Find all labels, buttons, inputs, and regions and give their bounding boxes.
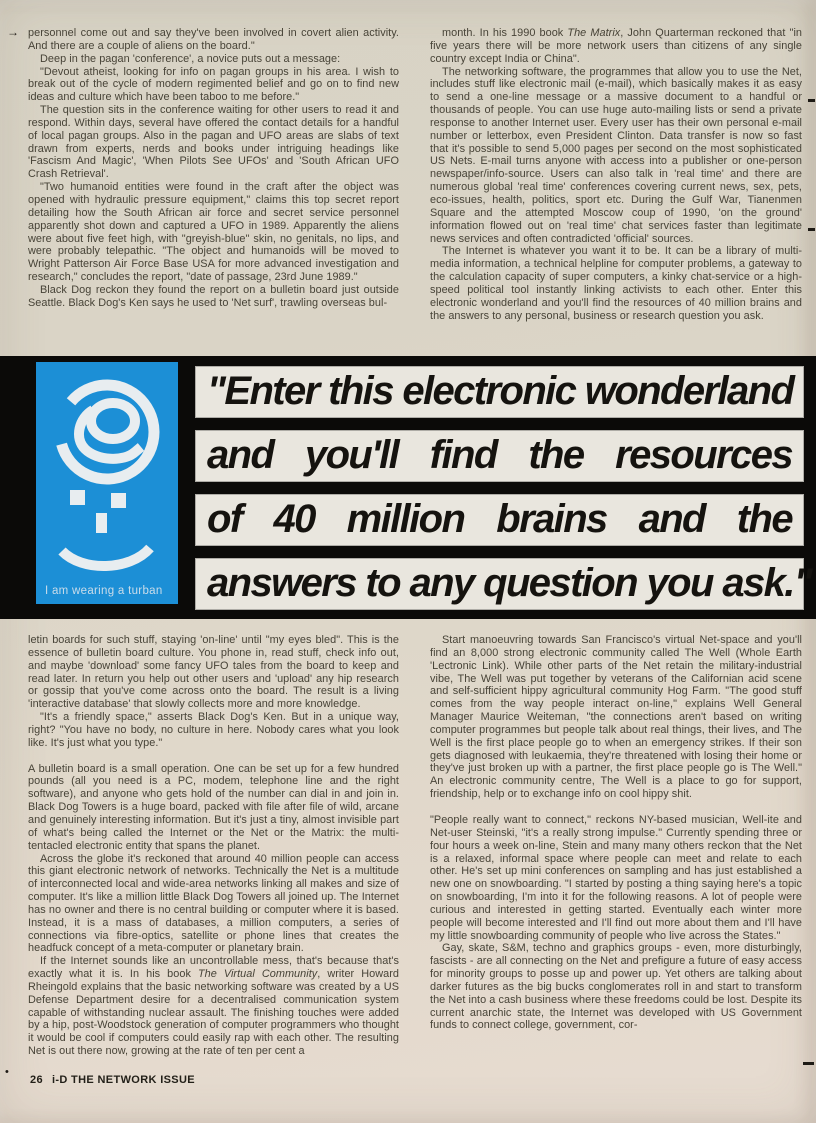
pull-quote-line: "Enter this electronic wonderland [207,369,794,413]
body-paragraph: Deep in the pagan 'conference', a novice puts out a message: [40,52,341,65]
top-right-column [430,27,802,322]
body-paragraph: letin boards for such stuff, staying 'on-line' until "my eyes bled". This is the essence of bulletin board culture. You phone in, read stuff, check info out, and maybe 'download' some fancy UFO tales from the board to keep and read later. In return you help out other users and 'upload' any hip research or gossip that you've come across onto the board. The result is a living 'interactive database' that slowly collects more and more knowledge. [28,634,399,711]
paragraph-text: , writer Howard Rheingold explains that the basic networking software was created by a US Defense Department desire for a decentralised communication system capable of withstanding nuclear assault. The finishing touches were added by a hip, post-Woodstock generation of computer programmers who thought it would be cool if computers could easily rap with each other. The resulting Net is out there now, growing at the rate of ten per cent a [28,968,400,1058]
graphic-caption: I am wearing a turban [45,585,163,597]
print-mark [808,228,815,231]
turban-face-graphic [36,362,178,604]
body-paragraph [28,955,399,1058]
pull-quote-line: and you'll find the resources [207,433,792,477]
print-mark [803,1062,814,1065]
pull-quote-strip [195,494,804,546]
pull-quote-strip [195,366,804,418]
continuation-arrow-icon: → [7,25,20,39]
pull-quote-strip [195,558,812,610]
body-paragraph [430,27,802,66]
body-paragraph: Black Dog reckon they found the report on a bulletin board just outside Seattle. Black Dog's Ken says he used to 'Net surf', trawling overseas bul- [28,283,399,309]
magazine-title: i-D THE NETWORK ISSUE [51,1074,195,1086]
paragraph-text: If the Internet sounds like an uncontrollable mess, that's because that's exactly what it is. In his book [28,955,399,981]
body-paragraph: "Two humanoid entities were found in the craft after the object was opened with hydraulic pressure equipment," claims this top secret report detailing how the South African air force and secret service personnel apparently shot down and captured a UFO in 1989. Apparently the aliens were about five feet high, with "greyish-blue" skin, no genitals, no lips, and were probably telepathic. "The object and humanoids will be moved to Wright Patterson Air Force Base USA for more advanced investigation and research," concludes the report, "date of passage, 23rd June 1989." [28,181,399,284]
pull-quote-strip [195,430,804,482]
body-paragraph: The networking software, the programmes that allow you to use the Net, includes stuff like electronic mail (e-mail), which basically makes it as easy to send a one-line message or a massive document to a handful or thousands of people. You can use huge auto-mailing lists or send a private response to another Internet user. Every user has their own personal e-mail number or letterbox, even President Clinton. Data transfer is now so fast that it's possible to send 5,000 pages per second on the most sophisticated US Nets. E-mail turns anyone with access into a publisher or one-person newspaper/info-source. Users can also talk in 'real time' and there are numerous global 'real time' conferences covering current news, sex, pets, eco-issues, health, politics, sport etc. During the Gulf War, Tianenmen Square and the attempted Moscow coup of 1990, 'on the ground' information flowed out on 'real time' chat services faster than legitimate news services and often contradicted 'official' sources. [430,65,802,245]
page-number: 26 [30,1074,43,1086]
paragraph-text: month. In his 1990 book [442,27,568,39]
margin-bullet: • [5,1066,9,1078]
body-paragraph: Start manoeuvring towards San Francisco's virtual Net-space and you'll find an 8,000 strong electronic community called The Well (Whole Earth 'Lectronic Link). While other parts of the Net retain the military-industrial vibe, The Well was put together by veterans of the Californian acid scene and self-sufficient hippy agricultural community Hog Farm. "The good stuff comes from the way people interact on-line," explains Well General Manager Maurice Weiteman, "the connections aren't based on writing computer programmes but people talk about real things, their lives, and The Well is the first place people go to when an emergency strikes. If their son gets diagnosed with leukaemia, they're threatened with losing their home or they've just broken up with a partner, the first place people go is The Well." An electronic community centre, The Well is a place to go for support, friendship, help or to exchange info on cool hippy shit. [430,634,802,801]
bottom-left-column [28,634,399,1058]
body-paragraph: Across the globe it's reckoned that around 40 million people can access this giant electronic network of networks. Technically the Net is a multitude of interconnected local and wide-area networks linking all makes and size of computer. It's like a million little Black Dog Towers all joined up. The Internet has no owner and there is no central building or computer where it is based. Instead, it is a mass of databases, a million computers, a series of connections via fibre-optics, satellite or phone lines that creates the headfuck concept of a meta-computer or planetary brain. [28,852,399,955]
body-paragraph: "Devout atheist, looking for info on pagan groups in his area. I wish to break out of the cycle of modern regimented belief and go on to find new ideas and culture which have been taboo to me before." [28,65,399,104]
pull-quote-band [0,356,816,619]
body-paragraph: The Internet is whatever you want it to be. It can be a library of multi-media information, a technical helpline for computer problems, a gateway to the calculation capacity of super computers, a kinky chat-service or a high-speed political tool instantly linking activists to each other. Enter this electronic wonderland and you'll find the resources of 40 million brains and the answers to any personal, business or research question you ask. [430,245,802,322]
book-title: The Matrix [567,27,621,39]
pull-quote-line: answers to any question you ask." [207,561,812,605]
body-paragraph: Gay, skate, S&M, techno and graphics groups - even, more disturbingly, fascists - are all connecting on the Net and prefigure a future of easy access for minority groups to posse up and power up. Yet others are talking about darker futures as the big bucks conglomerates roll in and start to transform the Net into a cash business where these freedoms could be lost. Despite its current anarchic state, the Internet was developed with US Government funds to connect college, government, cor- [430,942,802,1032]
pull-quote-line: of 40 million brains and the [207,497,792,541]
body-paragraph [7,25,399,53]
print-mark [808,99,815,102]
page-footer [30,1074,195,1086]
bottom-right-column [430,634,802,1032]
paragraph-text: personnel come out and say they've been involved in covert alien activity. And there are a couple of aliens on the board." [28,27,399,52]
body-paragraph: "People really want to connect," reckons NY-based musician, Well-ite and Net-user Steinski, "it's a really strong impulse." Currently spending three or four hours a week on-line, Stein and many many others reckon that the Net is a relaxed, informal space where people can meet and relate to each other. He's set up mini conferences on sampling and has just established a new one on snowboarding. "I started by posting a thing saying here's a topic on snowboarding, I'm into it for the following reasons. A lot of people were curious and interested in getting started. Eventually each winter more people will become interested and I'll find out more about them and I'll have my little snowboarding community of people who live across the States." [430,813,802,942]
body-paragraph: "It's a friendly space," asserts Black Dog's Ken. But in a unique way, right? "You have no body, no culture in here. Nobody cares what you look like. It's just what you type." [28,711,399,749]
at-symbol-face-icon [36,362,178,597]
book-title: The Virtual Community [197,968,318,981]
paragraph-text: , John Quarterman reckoned that "in five years there will be more network users than citizens of any single country except India or China". [430,27,803,65]
top-left-column [7,25,399,310]
body-paragraph: The question sits in the conference waiting for other users to read it and respond. Within days, several have offered the contact details for a handful of local pagan groups. Also in the pagan and UFO areas are slabs of text drawn from experts, nerds and books under intriguing headings like 'Fascism And Magic', 'When Pilots See UFOs' and 'South African UFO Crash Retrieval'. [28,104,399,181]
body-paragraph: A bulletin board is a small operation. One can be set up for a few hundred pounds (all you need is a PC, modem, telephone line and the right software), and anyone who gets hold of the number can dial in and join in. Black Dog Towers is a huge board, packed with file after file of wild, arcane and genuinely interesting information. But it's just a tiny, almost invisible part of what's being called the Internet or the Net or the Matrix: the multi-tentacled electronic entity that spans the planet. [28,762,399,852]
